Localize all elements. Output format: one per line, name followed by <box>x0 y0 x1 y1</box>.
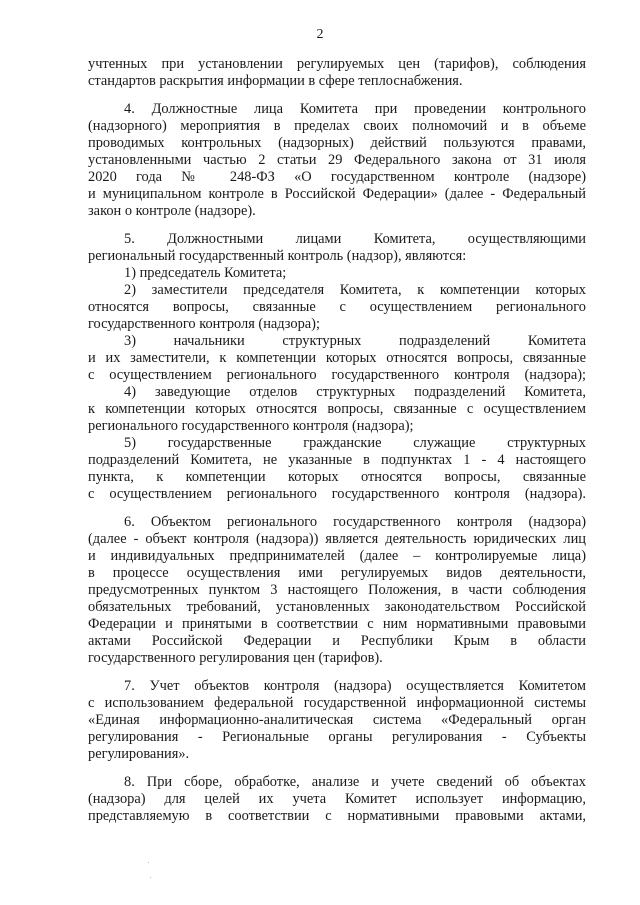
text-line: 4. Должностные лица Комитета при проведении контрольного <box>124 101 586 117</box>
text-line: учтенных при установлении регулируемых цен (тарифов), соблюдения <box>88 56 586 72</box>
text-line: с осуществлением регионального государственного контроля (надзора). <box>88 486 586 502</box>
text-line: (далее - объект контроля (надзора)) является деятельность юридических лиц <box>88 531 586 547</box>
text-line: относятся вопросы, связанные с осуществлением регионального <box>88 299 586 315</box>
text-line: закон о контроле (надзоре). <box>88 203 256 219</box>
text-line: стандартов раскрытия информации в сфере теплоснабжения. <box>88 73 463 89</box>
text-line: регионального государственного контроля (надзора); <box>88 418 414 434</box>
text-line: проводимых контрольных (надзорных) действий пользуются правами, <box>88 135 586 151</box>
text-line: государственного регулирования цен (тарифов). <box>88 650 383 666</box>
page-number: 2 <box>316 27 324 42</box>
scan-speck <box>148 862 149 863</box>
text-line: и муниципальном контроле в Российской Федерации» (далее - Федеральный <box>88 186 586 202</box>
text-line: 2020 года № 248-ФЗ «О государственном контроле (надзоре) <box>88 169 586 185</box>
text-line: подразделений Комитета, не указанные в подпунктах 1 - 4 настоящего <box>88 452 586 468</box>
text-line: «Единая информационно-аналитическая система «Федеральный орган <box>88 712 586 728</box>
text-line: установленными частью 2 статьи 29 Федерального закона от 31 июля <box>88 152 586 168</box>
text-line: региональный государственный контроль (надзор), являются: <box>88 248 467 264</box>
text-line: 7. Учет объектов контроля (надзора) осуществляется Комитетом <box>124 678 586 694</box>
text-line: представляемую в соответствии с нормативными правовыми актами, <box>88 808 586 824</box>
text-line: с использованием федеральной государственной информационной системы <box>88 695 586 711</box>
text-line: 6. Объектом регионального государственного контроля (надзора) <box>124 514 586 530</box>
text-line: 3) начальники структурных подразделений Комитета <box>124 333 586 349</box>
text-line: в процессе осуществления ими регулируемых видов деятельности, <box>88 565 586 581</box>
text-line: 8. При сборе, обработке, анализе и учете сведений об объектах <box>124 774 586 790</box>
text-line: регулирования». <box>88 746 190 762</box>
text-line: государственного контроля (надзора); <box>88 316 320 332</box>
text-line: 5. Должностными лицами Комитета, осуществляющими <box>124 231 586 247</box>
text-line: и их заместители, к компетенции которых относятся вопросы, связанные <box>88 350 586 366</box>
text-line: актами Российской Федерации и Республики Крым в области <box>88 633 586 649</box>
text-line: (надзора) для целей их учета Комитет использует информацию, <box>88 791 586 807</box>
text-line: Федерации и принятыми в соответствии с ним нормативными правовыми <box>88 616 586 632</box>
text-line: (надзорного) мероприятия в пределах своих полномочий и в объеме <box>88 118 586 134</box>
text-line: 2) заместители председателя Комитета, к компетенции которых <box>124 282 586 298</box>
text-line: 4) заведующие отделов структурных подразделений Комитета, <box>124 384 586 400</box>
text-line: к компетенции которых относятся вопросы, связанные с осуществлением <box>88 401 586 417</box>
text-line: обязательных требований, установленных законодательством Российской <box>88 599 586 615</box>
text-line: 1) председатель Комитета; <box>124 265 287 281</box>
text-line: предусмотренных пунктом 3 настоящего Положения, в части соблюдения <box>88 582 586 598</box>
text-line: 5) государственные гражданские служащие структурных <box>124 435 586 451</box>
text-line: с осуществлением регионального государственного контроля (надзора); <box>88 367 586 383</box>
text-line: пункта, к компетенции которых относятся вопросы, связанные <box>88 469 586 485</box>
text-line: регулирования - Региональные органы регулирования - Субъекты <box>88 729 586 745</box>
scan-speck <box>150 877 151 878</box>
text-line: и индивидуальных предпринимателей (далее – контролируемые лица) <box>88 548 586 564</box>
